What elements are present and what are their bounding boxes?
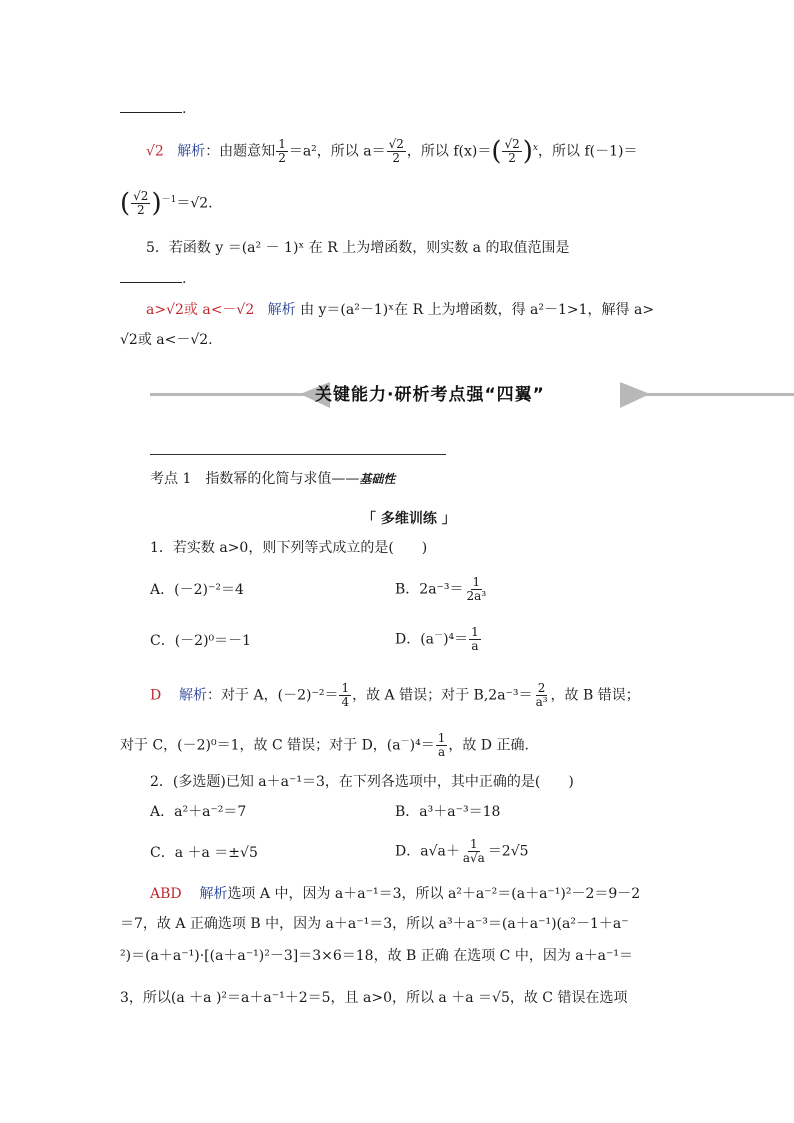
text: 由 y＝(a²－1)ˣ在 R 上为增函数，得 a²－1>1，解得 a> bbox=[300, 302, 655, 318]
denominator: 2 bbox=[392, 151, 401, 166]
denominator: a bbox=[437, 745, 446, 760]
exponent: －1 bbox=[161, 195, 177, 205]
answer-value: √2 bbox=[146, 143, 164, 160]
denominator: a bbox=[471, 639, 479, 654]
answer-5-line-1 bbox=[146, 300, 654, 320]
option-text: )⁴＝ bbox=[443, 631, 469, 648]
answer-value: a>√2或 a<－√2 bbox=[146, 302, 255, 318]
multi-training-title: 多维训练 bbox=[380, 511, 437, 527]
option-d: D．(a－)⁴＝ $\frac{1}{a}$ bbox=[395, 625, 479, 654]
option-b: B．a³＋a⁻³＝18 bbox=[395, 804, 501, 820]
option-text: ＝2√5 bbox=[487, 843, 529, 860]
answer-blank-line bbox=[120, 98, 186, 119]
denominator: 2a³ bbox=[466, 589, 487, 603]
fraction bbox=[436, 732, 448, 759]
text: ，故 D 正确. bbox=[448, 737, 529, 754]
banner-title: 关键能力·研析考点强“四翼” bbox=[315, 385, 545, 405]
numerator: 1 bbox=[278, 137, 286, 152]
text: ＝√2. bbox=[176, 195, 213, 212]
text: ，所以 f(－1)＝ bbox=[538, 143, 638, 160]
fraction bbox=[339, 682, 351, 709]
fraction bbox=[461, 838, 487, 865]
option-text: B．2a⁻³＝ bbox=[395, 581, 464, 598]
option-text: D．a√a＋ bbox=[395, 843, 460, 860]
answer-4-line-2: ( $\frac{√2}{2}$ )$^{-1}$＝√2. bbox=[120, 188, 213, 219]
fraction bbox=[276, 138, 288, 165]
answer-blank-line bbox=[120, 268, 186, 289]
denominator: 2 bbox=[508, 151, 516, 166]
section-heading bbox=[150, 468, 395, 488]
text: ：由题意知 bbox=[205, 143, 276, 160]
corner-bracket: 「 bbox=[362, 511, 376, 527]
answer-5-line-2: √2或 a<－√2. bbox=[120, 332, 213, 348]
denominator: 2 bbox=[278, 151, 286, 166]
denominator: 2 bbox=[136, 203, 145, 218]
banner-bar-left bbox=[150, 393, 305, 396]
denominator: a³ bbox=[535, 695, 548, 709]
analysis-label: 解析 bbox=[179, 687, 208, 704]
period: . bbox=[182, 101, 187, 117]
option-a: A．(－2)⁻²＝4 bbox=[150, 582, 244, 598]
numerator: 1 bbox=[472, 575, 481, 589]
numerator: 2 bbox=[537, 681, 546, 695]
exponent: x bbox=[532, 143, 538, 153]
answer-2-line-2: ＝7，故 A 正确选项 B 中，因为 a＋a⁻¹＝3，所以 a³＋a⁻³＝(a＋a⁻¹)(a²－1＋a⁻ bbox=[120, 916, 629, 932]
fraction bbox=[469, 626, 481, 653]
numerator: √2 bbox=[133, 189, 149, 204]
question-1-stem: 1．若实数 a>0，则下列等式成立的是( ) bbox=[150, 540, 428, 556]
option-text: D．(a bbox=[395, 631, 435, 648]
answer-1-line-2: 对于 C，(－2)⁰＝1，故 C 错误；对于 D，(a－)⁴＝ $\frac{1}{a}$ ，故 D 正确. bbox=[120, 731, 529, 760]
fraction bbox=[534, 682, 550, 709]
answer-2-line-1 bbox=[150, 884, 640, 904]
multi-training-heading bbox=[362, 508, 456, 528]
answer-2-line-3: ²)＝(a＋a⁻¹)·[(a＋a⁻¹)²－3]＝3×6＝18，故 B 正确 在选项 C 中，因为 a＋a⁻¹＝ bbox=[120, 948, 633, 964]
text: ，所以 f(x)＝ bbox=[406, 143, 492, 160]
analysis-label: 解析 bbox=[199, 886, 228, 902]
numerator: √2 bbox=[504, 137, 520, 152]
section-title: 考点 1 指数幂的化简与求值—— bbox=[150, 471, 360, 487]
numerator: 1 bbox=[471, 625, 479, 640]
section-subtitle: 基础性 bbox=[359, 472, 396, 486]
numerator: 1 bbox=[470, 837, 478, 851]
banner-bar-right bbox=[645, 393, 794, 396]
fraction bbox=[131, 190, 150, 217]
option-c: C．a ＋a ＝±√5 bbox=[150, 845, 258, 861]
text: ，故 A 错误；对于 B,2a⁻³＝ bbox=[352, 687, 533, 704]
section-banner bbox=[150, 376, 650, 412]
text: ＝a²，所以 a＝ bbox=[288, 143, 386, 160]
analysis-label: 解析 bbox=[177, 143, 206, 160]
text: 选项 A 中，因为 a＋a⁻¹＝3，所以 a²＋a⁻²＝(a＋a⁻¹)²－2＝9－2 bbox=[227, 886, 641, 902]
option-d bbox=[395, 838, 529, 865]
text: ：对于 A，(－2)⁻²＝ bbox=[207, 687, 339, 704]
option-a: A．a²＋a⁻²＝7 bbox=[150, 804, 247, 820]
text: )⁴＝ bbox=[409, 737, 435, 754]
section-rule bbox=[150, 454, 446, 455]
fraction bbox=[387, 138, 406, 165]
fraction bbox=[502, 138, 521, 165]
analysis-label: 解析 bbox=[267, 302, 296, 318]
blank bbox=[120, 268, 182, 283]
option-c: C．(－2)⁰＝－1 bbox=[150, 633, 252, 649]
answer-4-line-1: √2 解析：由题意知 $\frac{1}{2}$ ＝a²，所以 a＝ $\frac{√2}{2}$ ，所以 f(x)＝( $\frac{√2}{2}$ )$^x$，所以 f(－1)＝ bbox=[146, 136, 638, 167]
corner-bracket: 」 bbox=[441, 511, 456, 527]
answer-1-line-1 bbox=[150, 682, 640, 709]
numerator: 1 bbox=[437, 731, 446, 746]
question-2-stem: 2．(多选题)已知 a＋a⁻¹＝3，在下列各选项中，其中正确的是( ) bbox=[150, 774, 574, 790]
text: 对于 C，(－2)⁰＝1，故 C 错误；对于 D，(a bbox=[120, 737, 401, 754]
numerator: 1 bbox=[341, 681, 350, 695]
answer-value: ABD bbox=[150, 886, 182, 902]
denominator: 4 bbox=[341, 695, 350, 709]
blank bbox=[120, 98, 182, 113]
denominator: a√a bbox=[462, 851, 485, 865]
question-5: 5．若函数 y ＝(a² － 1)ˣ 在 R 上为增函数，则实数 a 的取值范围是 bbox=[146, 240, 570, 256]
text: ，故 B 错误； bbox=[550, 687, 640, 704]
option-b bbox=[395, 576, 489, 603]
period: . bbox=[182, 271, 187, 287]
fraction bbox=[465, 576, 489, 603]
answer-value: D bbox=[150, 687, 162, 704]
numerator: √2 bbox=[388, 137, 404, 152]
answer-2-line-4: 3，所以(a ＋a )²＝a＋a⁻¹＋2＝5，且 a>0，所以 a ＋a ＝√5，故 C 错误在选项 bbox=[120, 990, 628, 1006]
